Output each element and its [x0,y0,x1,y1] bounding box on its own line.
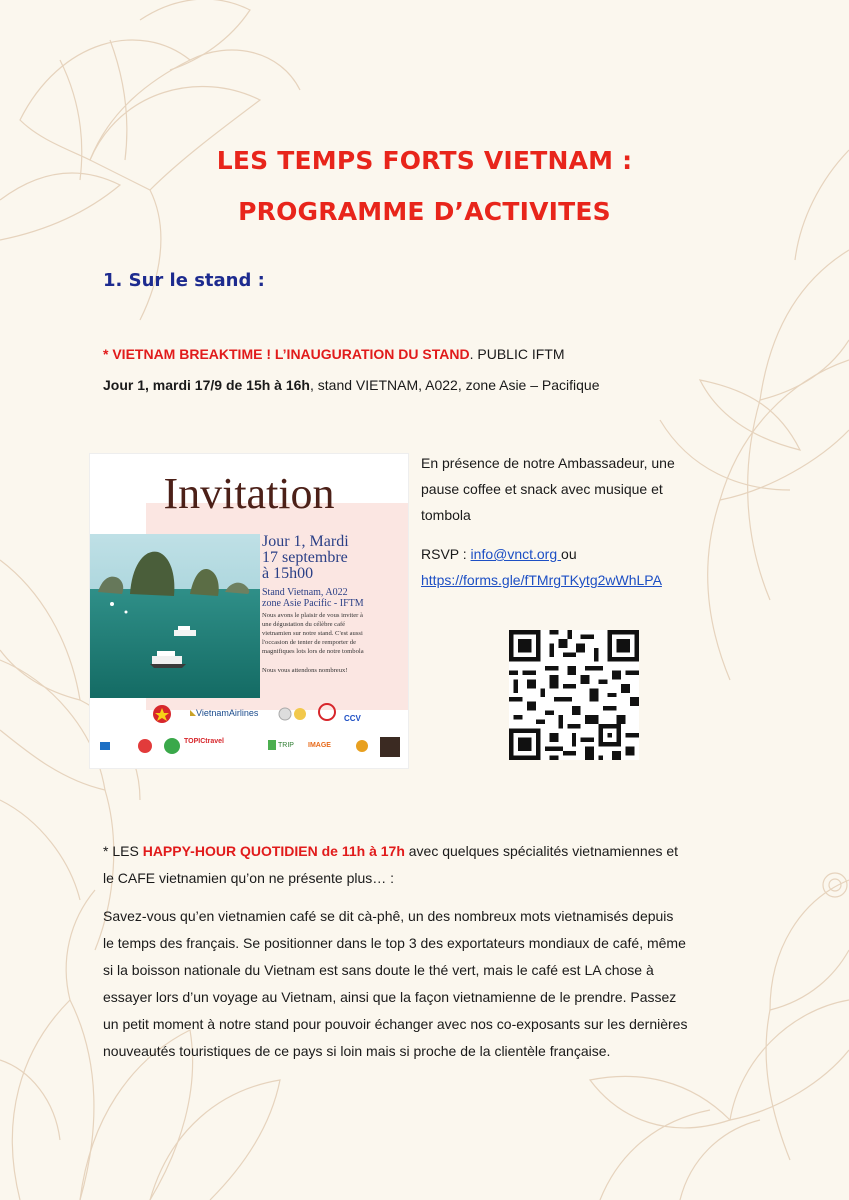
invitation-date-line3: à 15h00 [262,565,314,582]
invitation-description [262,611,400,656]
event1-date-bold: Jour 1, mardi 17/9 de 15h à 16h [103,377,310,393]
event1-description [421,450,741,528]
event2-paragraph [103,903,749,1065]
event2-title-highlight: HAPPY-HOUR QUOTIDIEN de 11h à 17h [142,843,405,859]
rsvp-form-link[interactable]: https://forms.gle/fTMrgTKytg2wWhLPA [421,572,662,588]
rsvp-email-link[interactable]: info@vnct.org [470,546,562,562]
logo-vietnam-airlines: VietnamAirlines [196,708,259,718]
event1-title-highlight: * VIETNAM BREAKTIME ! L’INAUGURATION DU STAND [103,346,470,362]
invitation-stand-line2: zone Asie Pacific - IFTM [262,598,364,609]
sponsor-logos [90,700,408,768]
logo-trip: TRIP [278,742,294,749]
invitation-desc-line: l'occasion de tenter de remporter de [262,639,357,646]
page-title-line1: LES TEMPS FORTS VIETNAM : [216,146,633,175]
paragraph-line: essayer lors d’un voyage au Vietnam, ainsi que la façon vietnamienne de le prendre. Passez [103,989,677,1005]
event1-description-line2: pause coffee et snack avec musique et [421,481,663,497]
event1-description-line3: tombola [421,507,471,523]
invitation-desc-line: une dégustation du célèbre café [262,621,346,628]
logo-image: IMAGE [308,742,331,749]
section-heading-stand: 1. Sur le stand : [103,270,265,291]
event1-description-line1: En présence de notre Ambassadeur, une [421,455,675,471]
qr-code[interactable] [509,630,639,760]
event2-title-rest: avec quelques spécialités vietnamiennes et [404,843,679,859]
paragraph-line: un petit moment à notre stand pour pouvoir échanger avec nos co-exposants sur les dernières [103,1016,688,1032]
event2-title [103,841,678,861]
event1-title [103,344,565,364]
invitation-card [90,454,408,768]
rsvp-or: ou [561,546,577,562]
invitation-desc-line: Nous avons le plaisir de vous inviter à [262,612,363,619]
event1-date [103,375,600,395]
halong-bay-photo [90,534,260,698]
paragraph-line: nouveautés touristiques de ce pays si loin mais si proche de la clientèle française. [103,1043,611,1059]
invitation-date [262,534,402,582]
invitation-closing: Nous vous attendons nombreux! [262,667,348,674]
event2-prefix: * LES [103,843,143,859]
invitation-desc-line: vietnamien sur notre stand. C'est aussi [262,630,363,637]
event1-date-rest: , stand VIETNAM, A022, zone Asie – Pacifique [310,377,600,393]
paragraph-line: si la boisson nationale du Vietnam est sans doute le thé vert, mais le café est LA chose à [103,962,654,978]
invitation-heading: Invitation [163,469,335,518]
event2-subtitle: le CAFE vietnamien qu’on ne présente plus… : [103,870,395,886]
logo-topic-travel: TOPICtravel [184,738,224,745]
invitation-date-line2: 17 septembre [262,549,348,566]
rsvp-block [421,541,741,593]
event1-title-rest: . PUBLIC IFTM [469,346,565,362]
invitation-desc-line: magnifiques lots lors de notre tombola [262,648,364,655]
paragraph-line: Savez-vous qu’en vietnamien café se dit cà-phê, un des nombreux mots vietnamisés depuis [103,908,674,924]
rsvp-label: RSVP : [421,546,471,562]
invitation-stand-line1: Stand Vietnam, A022 [262,587,348,598]
invitation-stand [262,587,402,609]
paragraph-line: le temps des français. Se positionner dans le top 3 des exportateurs mondiaux de café, même [103,935,686,951]
logo-ccv: CCV [344,714,361,723]
invitation-date-line1: Jour 1, Mardi [262,533,349,550]
page-title-line2: PROGRAMME D’ACTIVITES [238,197,611,226]
